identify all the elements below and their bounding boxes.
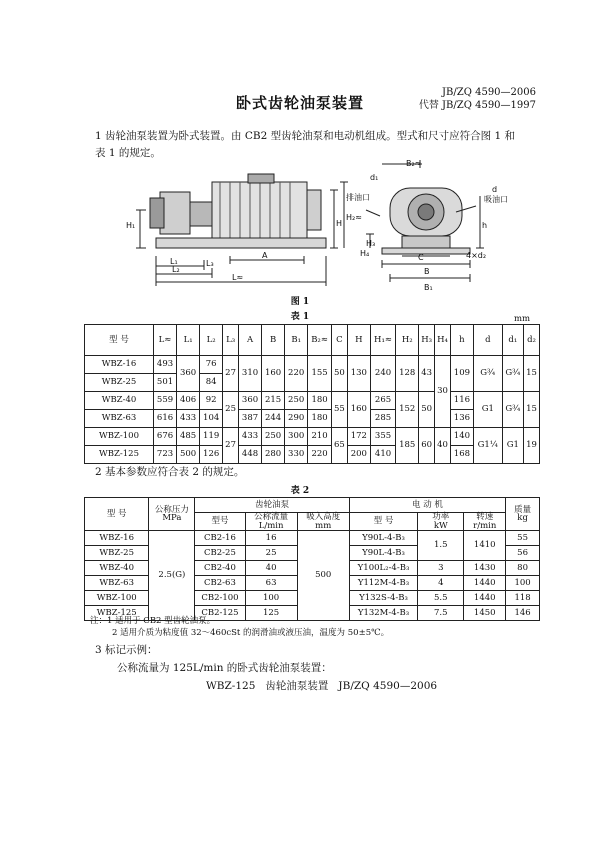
t1-cell: 65: [331, 428, 347, 464]
t1-cell: 104: [200, 410, 223, 428]
t1-h-l3: L₃: [223, 325, 239, 356]
t1-h-h-small: h: [450, 325, 473, 356]
fig-label-h-small: h: [482, 221, 488, 230]
t1-cell: WBZ-100: [85, 428, 154, 446]
t2-h-pressure-unit: MPa: [162, 513, 182, 523]
fig-label-holes: 4×d₂: [466, 251, 487, 260]
t1-cell: 152: [396, 392, 419, 428]
t2-h-flow: [245, 513, 297, 531]
t1-cell: 220: [308, 446, 332, 464]
t1-cell: 300: [285, 428, 308, 446]
t2-h-power-label: 功率: [432, 512, 450, 522]
t2-h-speed-unit: r/min: [473, 520, 497, 531]
t1-cell: 50: [331, 356, 347, 392]
t2-h-pressure: [149, 498, 195, 531]
figure-1-drawing: [120, 160, 540, 300]
note-1: 注：1 适用于 CB2 型齿轮油泵。: [90, 616, 216, 626]
t1-cell: G¾: [473, 356, 502, 392]
t2-cell: 3: [418, 561, 464, 576]
t1-cell: 501: [154, 374, 177, 392]
table-row: [85, 356, 540, 374]
t1-cell: 290: [285, 410, 308, 428]
t1-h-d1: d₁: [502, 325, 523, 356]
t2-cell: 1450: [464, 606, 506, 621]
t2-h-flow-unit: L/min: [258, 520, 284, 531]
fig-label-l3: L₃: [206, 259, 214, 268]
t1-cell: 27: [223, 356, 239, 392]
fig-label-h4: H₄: [360, 249, 370, 258]
t1-cell: 168: [450, 446, 473, 464]
table-row: [85, 392, 540, 410]
fig-label-outlet: 排油口: [346, 193, 370, 202]
t2-cell: 63: [245, 576, 297, 591]
t1-cell: WBZ-40: [85, 392, 154, 410]
t1-cell: 493: [154, 356, 177, 374]
t1-cell: 160: [347, 392, 370, 428]
t1-cell: 559: [154, 392, 177, 410]
table-row: [85, 410, 540, 428]
t2-cell: WBZ-125: [85, 606, 149, 621]
t2-h-speed: [464, 513, 506, 531]
table-row: [85, 428, 540, 446]
t2-cell: CB2-16: [195, 531, 245, 546]
t1-cell: 84: [200, 374, 223, 392]
fig-label-l1: L₁: [170, 257, 178, 266]
t1-h-l2: L₂: [200, 325, 223, 356]
t2-cell: 25: [245, 546, 297, 561]
replaces-standard: 代替 JB/ZQ 4590—1997: [418, 100, 536, 111]
fig-label-b2: B₂≈: [406, 160, 422, 168]
fig-label-h: H: [336, 219, 343, 228]
t2-cell: Y132S-4-B₃: [349, 591, 418, 606]
pump-end-cap: [150, 198, 164, 228]
motor-fan-cover: [307, 190, 321, 230]
section-1-line-1: 1 齿轮油泵装置为卧式装置。由 CB2 型齿轮油泵和电动机组成。型式和尺寸应符合图 1 和: [95, 130, 515, 142]
t1-cell: 15: [524, 356, 540, 392]
fig-label-l2: L₂: [172, 265, 180, 274]
t2-cell: Y90L-4-B₃: [349, 546, 418, 561]
t2-h-power: [418, 513, 464, 531]
t2-cell: WBZ-16: [85, 531, 149, 546]
section-3-line-2: WBZ-125 齿轮油泵装置 JB/ZQ 4590—2006: [206, 680, 438, 692]
t2-h-pump-group: 齿轮油泵: [195, 498, 349, 513]
t1-cell: 140: [450, 428, 473, 446]
fig-label-l: L≈: [232, 273, 244, 282]
base-frame: [156, 238, 326, 248]
t1-cell: 410: [370, 446, 395, 464]
t1-cell: 200: [347, 446, 370, 464]
table-1-header-row: [85, 325, 540, 356]
t1-cell: 215: [262, 392, 285, 410]
t1-cell: 128: [396, 356, 419, 392]
t1-cell: 126: [200, 446, 223, 464]
t2-cell: 1.5: [418, 531, 464, 561]
fig-label-c: C: [418, 253, 424, 262]
t2-cell: 125: [245, 606, 297, 621]
t1-cell: 285: [370, 410, 395, 428]
t1-cell: 360: [177, 356, 200, 392]
t1-h-l: L≈: [154, 325, 177, 356]
t1-h-c: C: [331, 325, 347, 356]
t1-h-b1: B₁: [285, 325, 308, 356]
t2-cell: 80: [506, 561, 540, 576]
table-1: [84, 324, 540, 464]
coupling-housing: [190, 202, 212, 226]
t2-cell: CB2-63: [195, 576, 245, 591]
t1-h-h1: H₁≈: [370, 325, 395, 356]
t2-h-suction: [297, 513, 349, 531]
t2-suction-value: 500: [297, 531, 349, 621]
section-1: [95, 128, 545, 162]
t1-cell: G1¼: [473, 428, 502, 464]
fig-label-d: d: [492, 185, 498, 194]
t1-cell: 240: [370, 356, 395, 392]
t1-h-h4: H₄: [435, 325, 451, 356]
t1-h-h: H: [347, 325, 370, 356]
t2-cell: 1440: [464, 591, 506, 606]
t2-cell: 56: [506, 546, 540, 561]
t1-cell: 160: [262, 356, 285, 392]
t1-h-d: d: [473, 325, 502, 356]
t2-h-motor-group: 电 动 机: [349, 498, 505, 513]
fig-label-h2: H₂≈: [346, 213, 362, 222]
t1-cell: 180: [308, 410, 332, 428]
t1-cell: 50: [419, 392, 435, 428]
t2-cell: 118: [506, 591, 540, 606]
t1-cell: 130: [347, 356, 370, 392]
t2-cell: 1430: [464, 561, 506, 576]
t2-h-mass: [506, 498, 540, 531]
t1-h-model: 型 号: [85, 325, 154, 356]
t1-h-b: B: [262, 325, 285, 356]
t1-cell: 155: [308, 356, 332, 392]
t2-cell: 146: [506, 606, 540, 621]
t1-h-l1: L₁: [177, 325, 200, 356]
section-3-heading: 3 标记示例：: [95, 644, 158, 656]
t2-cell: CB2-100: [195, 591, 245, 606]
t1-cell: G1: [473, 392, 502, 428]
t1-cell: WBZ-25: [85, 374, 154, 392]
t2-cell: 7.5: [418, 606, 464, 621]
t1-cell: WBZ-63: [85, 410, 154, 428]
t1-cell: 406: [177, 392, 200, 410]
t2-h-speed-label: 转速: [476, 512, 494, 522]
table-row: [85, 446, 540, 464]
t1-cell: 355: [370, 428, 395, 446]
t2-cell: WBZ-100: [85, 591, 149, 606]
t2-cell: WBZ-40: [85, 561, 149, 576]
t1-cell: 250: [285, 392, 308, 410]
t2-cell: WBZ-63: [85, 576, 149, 591]
fig-label-b: B: [424, 267, 430, 276]
t1-cell: 19: [524, 428, 540, 464]
section-2: 2 基本参数应符合表 2 的规定。: [95, 466, 245, 478]
table-2: [84, 497, 540, 621]
fig-label-inlet: 吸油口: [484, 195, 508, 204]
t1-h-b2: B₂≈: [308, 325, 332, 356]
t2-cell: CB2-40: [195, 561, 245, 576]
t2-h-suction-label: 吸入高度: [306, 512, 341, 522]
table-1-unit: mm: [514, 314, 531, 324]
section-1-line-2: 表 1 的规定。: [95, 147, 161, 159]
t2-cell: Y90L-4-B₃: [349, 531, 418, 546]
t2-h-pressure-label: 公称压力: [154, 504, 189, 515]
t1-cell: 616: [154, 410, 177, 428]
t1-cell: G¾: [502, 392, 523, 428]
t1-cell: 55: [331, 392, 347, 428]
t1-cell: 280: [262, 446, 285, 464]
page-title: 卧式齿轮油泵装置: [235, 94, 364, 112]
t2-cell: 1410: [464, 531, 506, 561]
t2-h-power-unit: kW: [433, 520, 448, 531]
t1-cell: 92: [200, 392, 223, 410]
t2-h-motor-model: 型 号: [349, 513, 418, 531]
t2-h-mass-unit: kg: [517, 513, 528, 523]
t1-cell: 185: [396, 428, 419, 464]
t1-cell: 360: [239, 392, 262, 410]
t1-cell: 76: [200, 356, 223, 374]
t1-cell: 210: [308, 428, 332, 446]
t2-h-flow-label: 公称流量: [254, 512, 289, 522]
t2-pressure-value: 2.5(G): [149, 531, 195, 621]
t2-cell: 16: [245, 531, 297, 546]
t1-cell: WBZ-125: [85, 446, 154, 464]
t2-cell: Y100L₂-4-B₃: [349, 561, 418, 576]
t1-cell: 500: [177, 446, 200, 464]
table-1-caption: 表 1: [290, 312, 310, 322]
t1-cell: 330: [285, 446, 308, 464]
fig-label-h1: H₁: [126, 221, 136, 230]
table-row: [85, 531, 540, 546]
t1-cell: 485: [177, 428, 200, 446]
t2-h-pump-model: 型号: [195, 513, 245, 531]
t2-cell: Y112M-4-B₃: [349, 576, 418, 591]
fig-label-a: A: [262, 251, 268, 260]
t1-h-d2: d₂: [524, 325, 540, 356]
standard-number: JB/ZQ 4590—2006: [442, 87, 536, 98]
t2-cell: 5.5: [418, 591, 464, 606]
t2-h-model: 型 号: [85, 498, 149, 531]
t2-cell: CB2-25: [195, 546, 245, 561]
terminal-box: [248, 174, 274, 183]
t1-cell: 387: [239, 410, 262, 428]
t1-cell: 676: [154, 428, 177, 446]
t1-cell: 310: [239, 356, 262, 392]
t1-cell: WBZ-16: [85, 356, 154, 374]
t1-cell: G¾: [502, 356, 523, 392]
t1-cell: 116: [450, 392, 473, 410]
t1-cell: 433: [239, 428, 262, 446]
t1-h-h2: H₂: [396, 325, 419, 356]
t1-cell: 250: [262, 428, 285, 446]
t1-cell: 244: [262, 410, 285, 428]
t1-cell: 265: [370, 392, 395, 410]
t1-cell: 136: [450, 410, 473, 428]
t1-cell: 15: [524, 392, 540, 428]
t2-cell: WBZ-25: [85, 546, 149, 561]
fig-label-d1: d₁: [370, 173, 379, 182]
t1-cell: 119: [200, 428, 223, 446]
front-foot: [402, 236, 450, 248]
t1-cell: 220: [285, 356, 308, 392]
t2-h-suction-unit: mm: [315, 520, 332, 531]
t1-cell: 109: [450, 356, 473, 392]
t2-cell: Y132M-4-B₃: [349, 606, 418, 621]
t1-cell: 180: [308, 392, 332, 410]
t1-cell: 448: [239, 446, 262, 464]
t2-cell: 55: [506, 531, 540, 546]
t1-cell: 43: [419, 356, 435, 392]
table-2-notes: [90, 615, 389, 639]
figure-caption: 图 1: [290, 297, 310, 307]
t2-cell: 4: [418, 576, 464, 591]
note-2: 2 适用介质为粘度值 32～460cSt 的润滑油或液压油，温度为 50±5℃。: [112, 628, 390, 638]
t2-cell: 1440: [464, 576, 506, 591]
table-2-header-row-1: [85, 498, 540, 513]
t2-cell: 40: [245, 561, 297, 576]
fig-label-h3: H₃: [366, 239, 376, 248]
section-3-line-1: 公称流量为 125L/min 的卧式齿轮油泵装置：: [117, 662, 332, 674]
t2-cell: 100: [245, 591, 297, 606]
t1-cell: 40: [435, 428, 451, 464]
t2-cell: CB2-125: [195, 606, 245, 621]
table-2-caption: 表 2: [290, 486, 310, 496]
t2-h-mass-label: 质量: [514, 504, 532, 515]
t1-h-h3: H₃: [419, 325, 435, 356]
front-base: [382, 248, 470, 254]
t1-cell: 60: [419, 428, 435, 464]
t1-h-a: A: [239, 325, 262, 356]
t1-cell: 27: [223, 428, 239, 464]
t2-cell: 100: [506, 576, 540, 591]
t1-cell: 30: [435, 356, 451, 428]
t1-cell: G1: [502, 428, 523, 464]
t1-cell: 172: [347, 428, 370, 446]
t1-cell: 25: [223, 392, 239, 428]
fig-label-b1: B₁: [424, 283, 433, 292]
t1-cell: 433: [177, 410, 200, 428]
t1-cell: 723: [154, 446, 177, 464]
